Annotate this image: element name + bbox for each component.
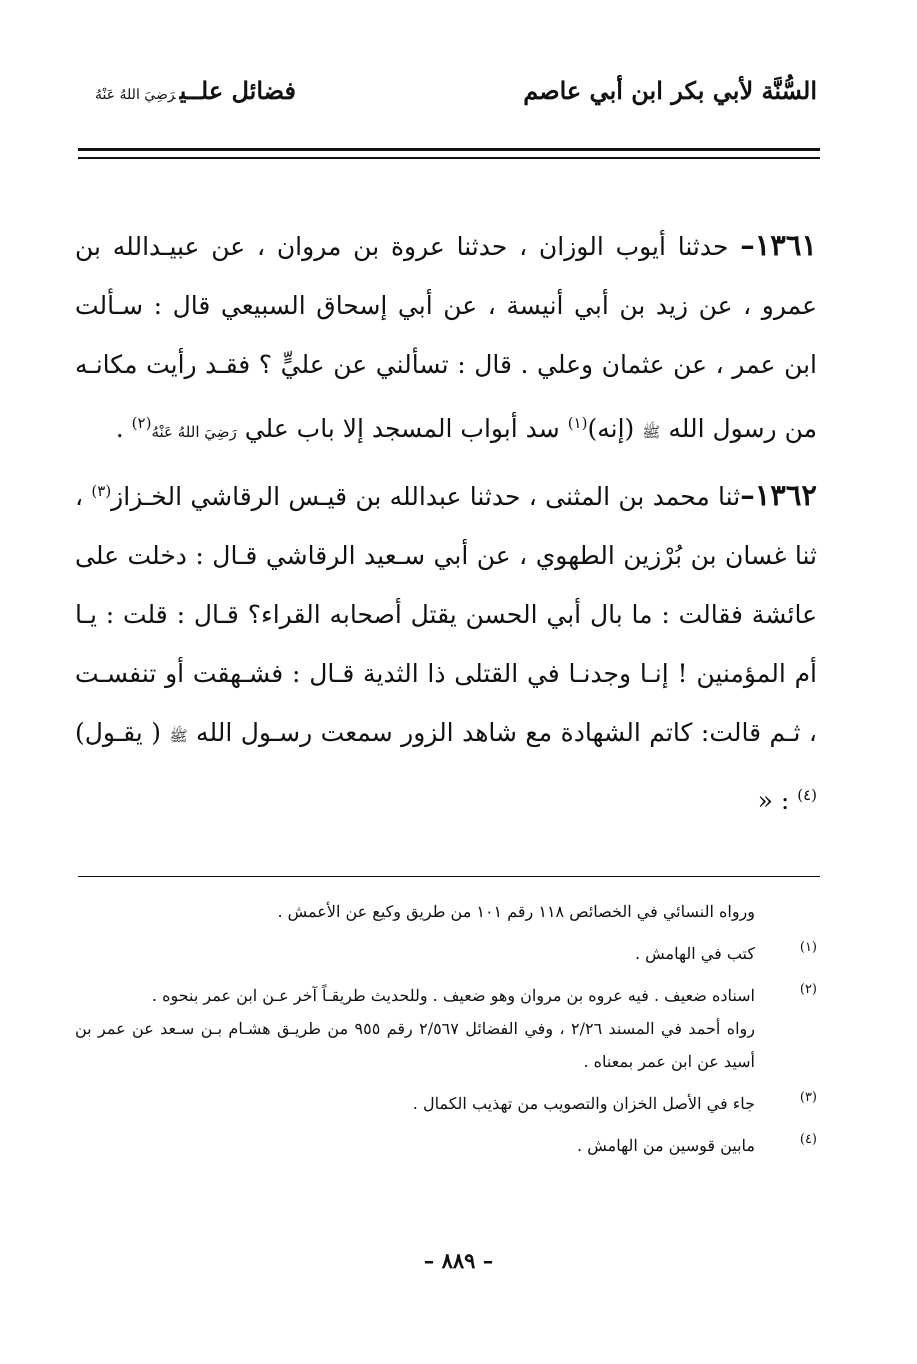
- footnotes: [75, 895, 817, 1171]
- footnote-continuation: [75, 895, 817, 928]
- footnote-number: (٣): [799, 1090, 817, 1105]
- hadith-1362: [75, 462, 817, 830]
- footnote-4: [75, 1129, 817, 1162]
- running-header: [95, 76, 817, 120]
- hadith-text-line: حدثنا أيوب الوزان ، حدثنا عروة بن مروان ، عن عبيـدالله بن: [75, 232, 729, 261]
- section-title: [95, 76, 296, 105]
- footnote-number: (١): [799, 940, 817, 955]
- hadith-text-line: ثنا محمد بن المثنى ، حدثنا عبدالله بن قيـس الرقاشي الخـزاز: [111, 482, 741, 511]
- salla-glyph: ﷺ: [642, 423, 661, 441]
- footnote-text-extra: رواه أحمد في المسند ٢/٢٦ ، وفي الفضائل ٢/٥٦٧ رقم ٩٥٥ من طريـق هشـام بـن سـعد عن عمر بن أسيد عن ابن عمر بمعناه .: [75, 1019, 755, 1071]
- footnote-separator: [78, 876, 820, 877]
- page-number: – ٨٨٩ –: [423, 1248, 494, 1273]
- footnote-text: اسناده ضعيف . فيه عروه بن مروان وهو ضعيف . وللحديث طريقـاً آخر عـن ابن عمر بنحوه .: [151, 986, 755, 1005]
- footnote-2: [75, 979, 817, 1078]
- footnote-text: مابين قوسين من الهامش .: [577, 1136, 755, 1155]
- hadith-text-line: عمرو ، عن زيد بن أبي أنيسة ، عن أبي إسحاق السبيعي قال : سـألت ابن: [75, 291, 817, 379]
- honorific-mark: رَضِيَ اللهُ عَنْهُ: [151, 423, 237, 441]
- hadith-text-line: عائشة فقالت : ما بال أبي الحسن يقتل أصحابه القراء؟ قـال : قلت : يـا أم: [75, 600, 817, 688]
- footnote-text: ورواه النسائي في الخصائص ١١٨ رقم ١٠١ من طريق وكيع عن الأعمش .: [277, 902, 755, 921]
- salla-glyph: ﷺ: [169, 727, 188, 745]
- footnote-text: كتب في الهامش .: [634, 944, 755, 963]
- hadith-1361: [75, 216, 817, 462]
- hadith-number: ١٣٦١: [754, 228, 818, 262]
- footnote-ref: (٣): [91, 482, 112, 500]
- footnote-text: جاء في الأصل الخزان والتصويب من تهذيب الكمال .: [412, 1094, 755, 1113]
- footnote-ref: (١): [567, 414, 588, 432]
- footnote-3: [75, 1087, 817, 1120]
- hadith-text-segment: : «: [757, 786, 790, 815]
- hadith-text-line: قالت: كاتم الشهادة مع شاهد الزور سمعت رسـول الله: [196, 718, 762, 747]
- section-title-text: فضائل علــي: [179, 76, 296, 105]
- main-text: [75, 216, 817, 830]
- hadith-text-segment: سد أبواب المسجد إلا باب علي: [244, 414, 560, 443]
- hadith-dash: –: [740, 478, 755, 512]
- header-rule-thin: [78, 157, 820, 159]
- footnote-ref: (٢): [131, 414, 152, 432]
- hadith-text-line: رسول الله: [668, 414, 777, 443]
- hadith-text-segment: (إنه): [587, 414, 635, 443]
- footnote-1: [75, 937, 817, 970]
- hadith-text-line: ثنا غسان بن بُرْزين الطهوي ، عن أبي سـعيد الرقاشي قـال : دخلت على: [75, 541, 817, 570]
- hadith-text-line: عمر ، عن عثمان وعلي . قال : تسألني عن عليٍّ ؟ فقـد رأيت مكانـه من: [75, 350, 817, 443]
- hadith-number: ١٣٦٢: [754, 478, 817, 512]
- footnote-number: (٤): [799, 1132, 817, 1147]
- hadith-text-segment: ( يقـول): [75, 718, 161, 747]
- header-rule-thick: [78, 148, 820, 151]
- book-title: السُّنَّة لأبي بكر ابن أبي عاصم: [523, 76, 817, 105]
- footnote-ref: (٤): [797, 786, 817, 804]
- hadith-text-line: المؤمنين ! إنـا وجدنـا في القتلى ذا الثدية قـال : فشـهقت أو تنفسـت ، ثـم: [75, 659, 817, 747]
- footnote-number: (٢): [799, 982, 817, 997]
- hadith-dash: –: [740, 228, 755, 262]
- hadith-text-segment: ،: [75, 482, 84, 511]
- hadith-text-segment: .: [115, 414, 124, 443]
- honorific-mark: رَضِيَ اللهُ عَنْهُ: [95, 87, 176, 103]
